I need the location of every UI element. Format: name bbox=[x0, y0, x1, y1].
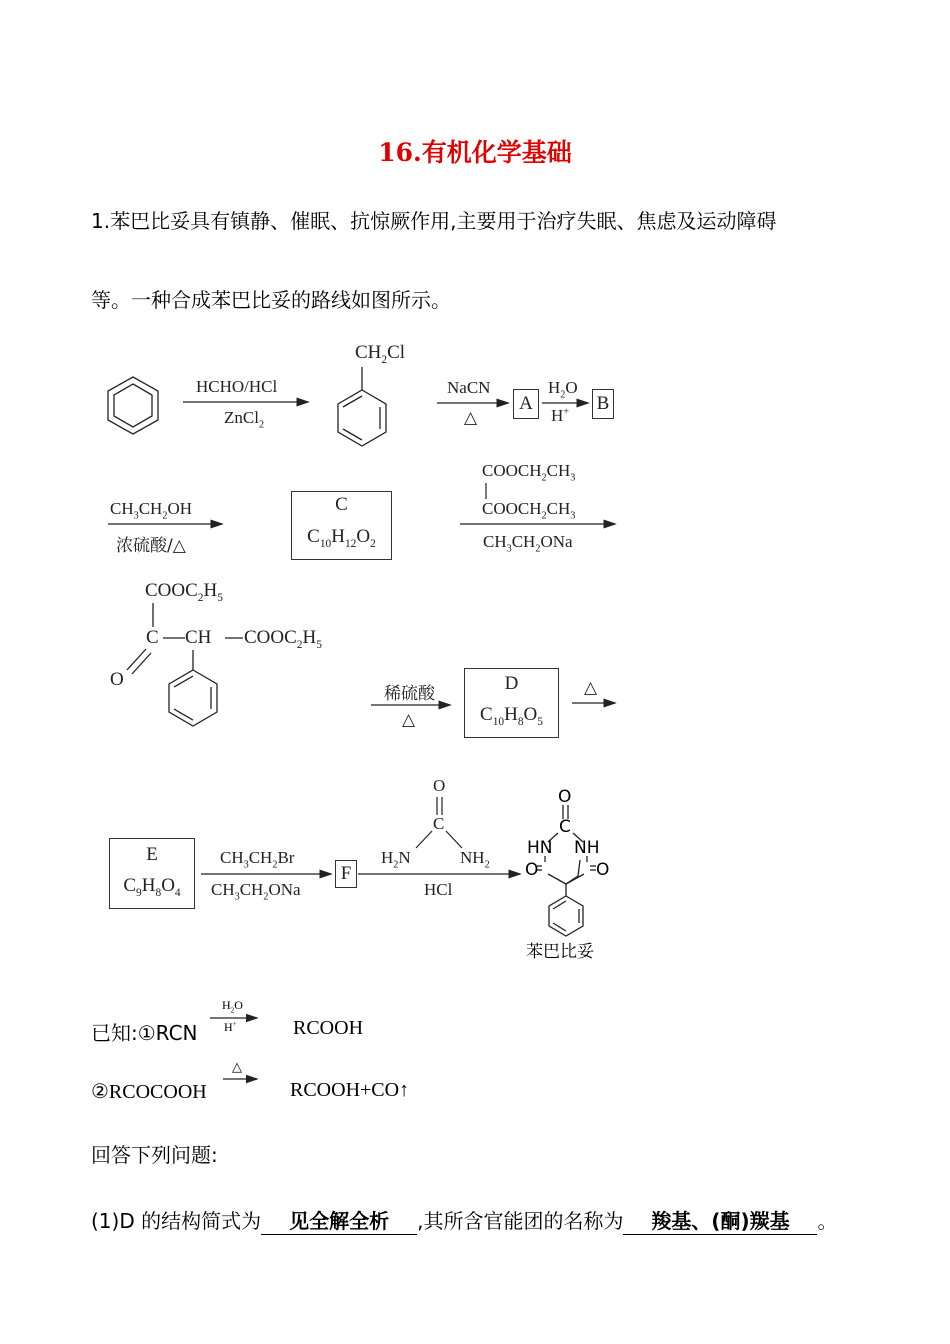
step4-reagent: $CH_3CH_2OH$ bbox=[110, 499, 192, 522]
known2-condition: △ bbox=[232, 1060, 242, 1075]
urea-amine-left: $H_2N$ bbox=[381, 848, 411, 871]
step6-condition: △ bbox=[402, 710, 416, 729]
question-intro-line1: 1.苯巴比妥具有镇静、催眠、抗惊厥作用,主要用于治疗失眠、焦虑及运动障碍 bbox=[91, 209, 777, 233]
q1-middle: ,其所含官能团的名称为 bbox=[417, 1209, 624, 1233]
product-name: 苯巴比妥 bbox=[526, 942, 594, 962]
step1-catalyst: ZnCl$_2$ bbox=[224, 408, 265, 431]
step7-condition: △ bbox=[584, 678, 598, 697]
step2-condition: △ bbox=[464, 408, 478, 427]
intermediate-ester1: $COOC_2H_5$ bbox=[145, 580, 223, 604]
product-oxygen-left: O bbox=[525, 860, 539, 880]
compound-C-formula: $C_{10}H_{12}O_2$ bbox=[307, 526, 376, 550]
compound-D-formula: $C_{10}H_8O_5$ bbox=[480, 704, 543, 728]
compound-A-box bbox=[513, 389, 539, 419]
urea-oxygen: O bbox=[433, 776, 446, 795]
compound-D-box bbox=[464, 668, 559, 738]
step2-reagent: NaCN bbox=[447, 378, 491, 397]
answer-prompt: 回答下列问题: bbox=[91, 1143, 218, 1167]
compound-D-label: D bbox=[504, 673, 519, 694]
urea-carbon: C bbox=[433, 814, 445, 833]
step9-acid: HCl bbox=[424, 880, 453, 899]
step8-reagent: $CH_3CH_2Br$ bbox=[220, 848, 295, 871]
compound-A-label: A bbox=[519, 393, 533, 414]
page-title: 16.有机化学基础 bbox=[378, 138, 572, 167]
q1-answer-blank-2: 羧基、(酮)羰基 bbox=[623, 1205, 817, 1235]
compound-F-box bbox=[335, 860, 357, 888]
known-reaction1-label: 已知:①RCN bbox=[91, 1021, 198, 1045]
known2-product: RCOOH+CO↑ bbox=[290, 1079, 410, 1101]
diethyl-oxalate-top: $COOCH_2CH_3$ bbox=[482, 461, 576, 484]
keto-ester-structure bbox=[127, 603, 243, 726]
question-intro-line2: 等。一种合成苯巴比妥的路线如图所示。 bbox=[91, 288, 451, 312]
compound-B-box bbox=[592, 389, 614, 419]
step4-condition: 浓硫酸/△ bbox=[116, 536, 186, 556]
compound-C-label: C bbox=[335, 494, 348, 515]
compound-E-box bbox=[109, 838, 195, 909]
compound-C-box bbox=[291, 491, 392, 560]
diethyl-oxalate-bottom: $COOCH_2CH_3$ bbox=[482, 499, 576, 522]
step3-catalyst: H+ bbox=[551, 406, 570, 425]
step5-base: $CH_3CH_2ONa$ bbox=[483, 532, 573, 555]
intermediate-carbonyl-c: C bbox=[146, 627, 159, 648]
step3-reagent: $H_2O$ bbox=[548, 378, 578, 401]
q1-suffix: 。 bbox=[817, 1209, 838, 1233]
intermediate-oxygen: O bbox=[110, 669, 124, 690]
known1-product: RCOOH bbox=[293, 1017, 364, 1039]
product-nh-right: NH bbox=[574, 838, 600, 858]
product-carbon: C bbox=[559, 817, 571, 837]
compound-B-label: B bbox=[596, 393, 610, 414]
compound-E-label: E bbox=[146, 844, 158, 865]
product-oxygen-right: O bbox=[596, 860, 610, 880]
benzyl-chloride-label: $CH_2Cl$ bbox=[355, 342, 406, 366]
known1-catalyst: H+ bbox=[224, 1020, 237, 1034]
intermediate-ester2: $COOC_2H_5$ bbox=[244, 627, 322, 651]
benzene-ring bbox=[108, 377, 158, 434]
compound-E-formula: $C_9H_8O_4$ bbox=[123, 875, 181, 899]
compound-F-label: F bbox=[340, 863, 352, 884]
step1-reagent: HCHO/HCl bbox=[196, 377, 278, 396]
step8-base: $CH_3CH_2ONa$ bbox=[211, 880, 301, 903]
q1-answer-blank-1: 见全解全析 bbox=[261, 1205, 417, 1235]
intermediate-ch: CH bbox=[185, 627, 212, 648]
product-nh-left: HN bbox=[527, 838, 553, 858]
q1-prefix: (1)D 的结构简式为 bbox=[91, 1209, 262, 1233]
benzyl-chloride-ring bbox=[338, 367, 386, 446]
known1-reagent: $H_2O$ bbox=[222, 998, 243, 1015]
urea-amine-right: $NH_2$ bbox=[460, 848, 490, 871]
known-reaction2-reactant: ②RCOCOOH bbox=[91, 1081, 207, 1103]
product-oxygen-top: O bbox=[558, 787, 572, 807]
question-1 bbox=[91, 1205, 837, 1235]
step6-reagent: 稀硫酸 bbox=[384, 684, 435, 704]
